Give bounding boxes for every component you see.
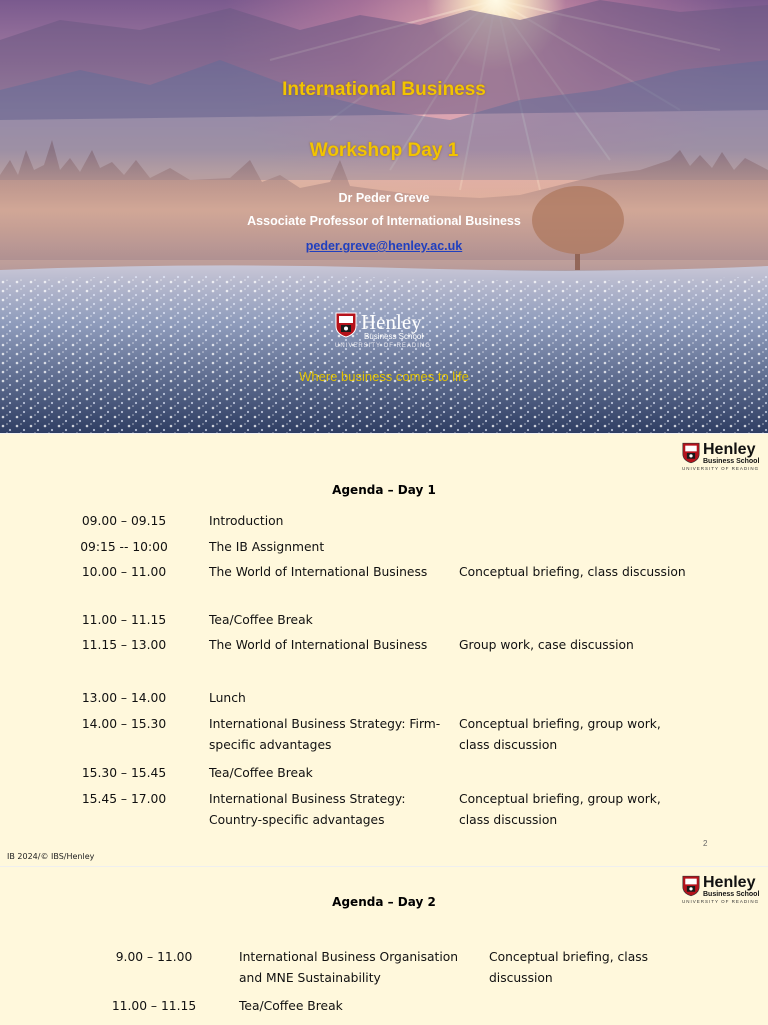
- agenda-session: Tea/Coffee Break: [209, 766, 313, 780]
- presentation-subtitle: Workshop Day 1: [309, 140, 459, 161]
- agenda-format: Conceptual briefing, group work, class discussion: [459, 792, 661, 827]
- agenda-session: Tea/Coffee Break: [209, 613, 313, 627]
- logo-wordmark: Henley: [361, 310, 422, 334]
- agenda-session: The World of International Business: [209, 638, 428, 652]
- agenda-format: Conceptual briefing, class discussion: [459, 565, 686, 579]
- tagline: Where business comes to life: [299, 369, 469, 384]
- logo-wordmark: Henley: [703, 441, 756, 458]
- university-shield-icon: [335, 312, 357, 338]
- logo-wordmark: Henley: [703, 874, 756, 891]
- henley-logo: [682, 442, 759, 472]
- agenda-time: 15.30 – 15.45: [81, 766, 167, 780]
- logo-subtitle: Business School: [364, 332, 424, 341]
- agenda-session: Tea/Coffee Break: [239, 999, 343, 1013]
- agenda-format: Group work, case discussion: [459, 638, 634, 652]
- agenda-session: Introduction: [209, 514, 284, 528]
- slide-footer: IB 2024/© IBS/Henley: [7, 852, 95, 861]
- agenda-day2-slide: [0, 866, 768, 1025]
- email-link[interactable]: peder.greve@henley.ac.uk: [305, 239, 463, 253]
- henley-logo: [335, 312, 431, 349]
- agenda-time: 10.00 – 11.00: [81, 565, 167, 579]
- presentation-title: International Business: [282, 79, 486, 100]
- agenda-time: 11.00 – 11.15: [81, 613, 167, 627]
- agenda-session: Lunch: [209, 691, 246, 705]
- title-slide: [0, 0, 768, 433]
- agenda-title: Agenda – Day 1: [332, 483, 436, 497]
- agenda-time: 13.00 – 14.00: [81, 691, 167, 705]
- agenda-time: 14.00 – 15.30: [81, 717, 167, 731]
- university-shield-icon: [682, 442, 700, 464]
- page-number: 2: [703, 839, 708, 848]
- agenda-session: International Business Strategy: Country-specific advantages: [209, 792, 406, 827]
- agenda-time: 11.00 – 11.15: [111, 999, 197, 1013]
- agenda-session: The IB Assignment: [209, 540, 325, 554]
- presenter-name: Dr Peder Greve: [338, 191, 430, 205]
- agenda-session: International Business Strategy: Firm-specific advantages: [209, 717, 441, 752]
- agenda-time: 09:15 -- 10:00: [80, 540, 168, 554]
- agenda-time: 11.15 – 13.00: [81, 638, 167, 652]
- agenda-time: 09.00 – 09.15: [81, 514, 167, 528]
- agenda-title: Agenda – Day 2: [332, 895, 436, 909]
- agenda-session: The World of International Business: [209, 565, 428, 579]
- logo-university: UNIVERSITY OF READING: [682, 899, 760, 904]
- presenter-role: Associate Professor of International Business: [247, 214, 521, 228]
- logo-university: UNIVERSITY OF READING: [682, 466, 760, 471]
- agenda-time: 15.45 – 17.00: [81, 792, 167, 806]
- agenda-format: Conceptual briefing, class discussion: [489, 950, 649, 985]
- logo-subtitle: Business School: [703, 891, 760, 898]
- logo-subtitle: Business School: [703, 458, 760, 465]
- university-shield-icon: [682, 875, 700, 897]
- agenda-time: 9.00 – 11.00: [115, 950, 193, 964]
- logo-university: UNIVERSITY OF READING: [335, 343, 431, 349]
- email-container: [0, 237, 768, 255]
- agenda-format: Conceptual briefing, group work, class discussion: [459, 717, 661, 752]
- agenda-day1-slide: [0, 433, 768, 866]
- agenda-session: International Business Organisation and MNE Sustainability: [239, 950, 459, 985]
